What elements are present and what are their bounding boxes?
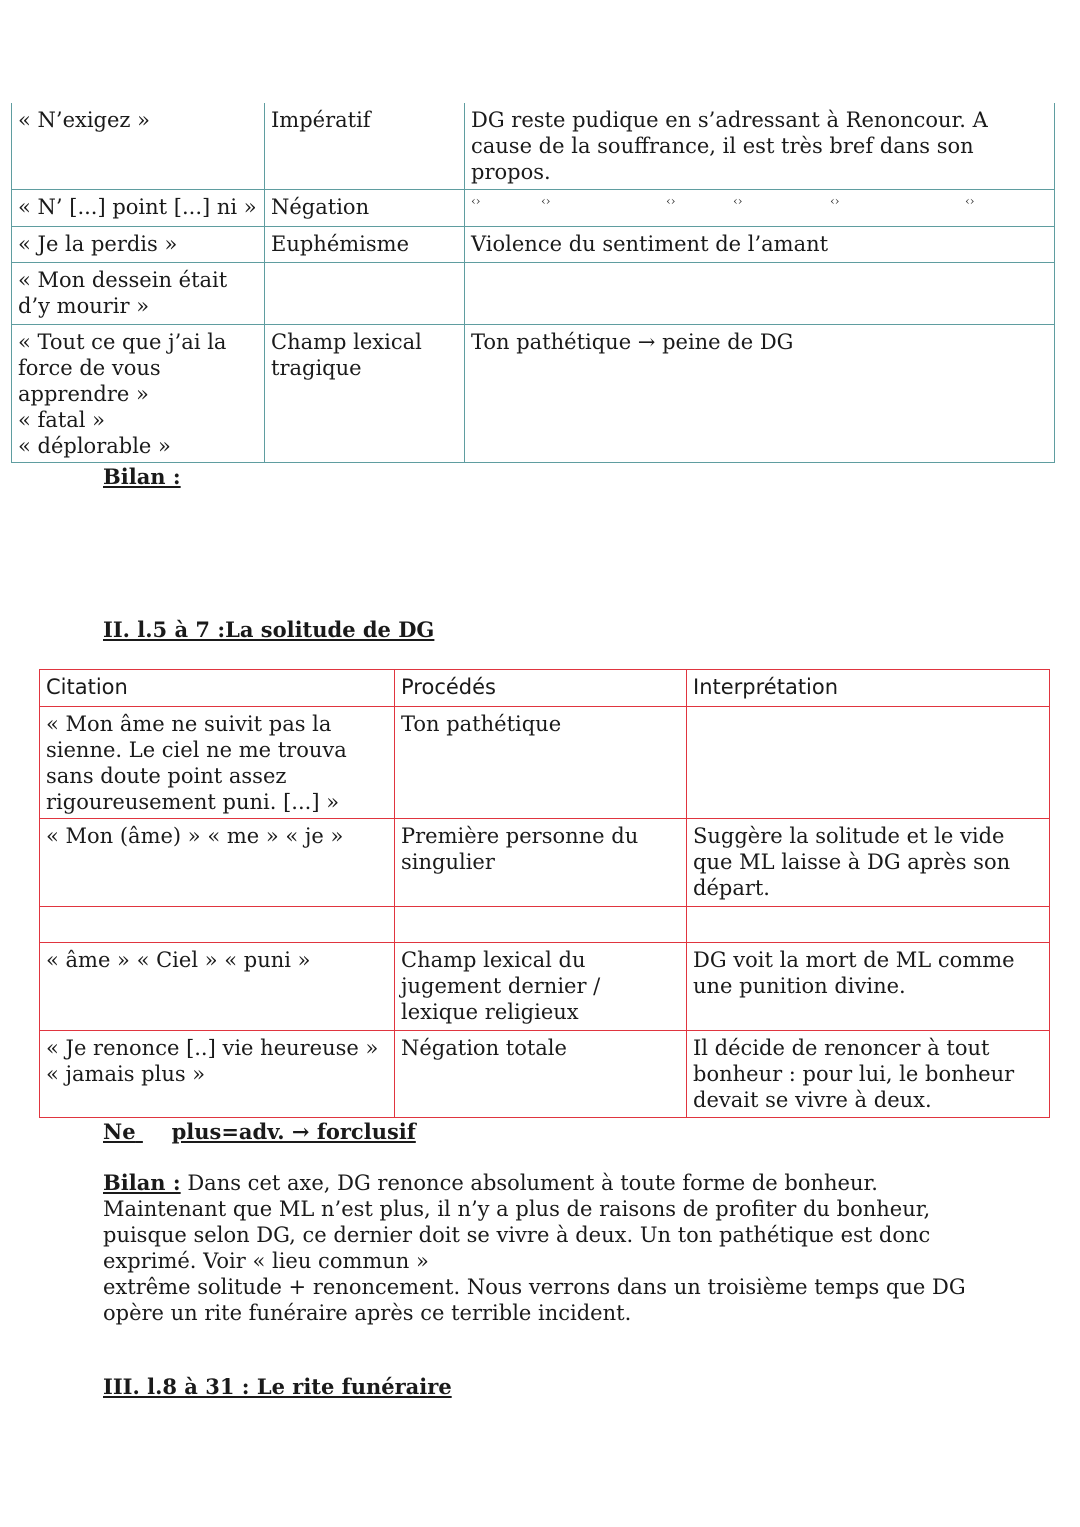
table-row bbox=[12, 324, 1055, 462]
interpretation-cell: Suggère la solitude et le vide que ML laisse à DG après son départ. bbox=[687, 819, 1050, 907]
interpretation-cell: Il décide de renoncer à tout bonheur : pour lui, le bonheur devait se vivre à deux. bbox=[687, 1031, 1050, 1118]
table-row bbox=[40, 907, 1050, 943]
bilan-label: Bilan : bbox=[103, 1170, 181, 1195]
table-row bbox=[12, 189, 1055, 226]
procede-cell: Champ lexical du jugement dernier / lexique religieux bbox=[395, 943, 687, 1031]
procede-cell bbox=[265, 262, 465, 324]
citation-cell: « Mon âme ne suivit pas la sienne. Le ciel ne me trouva sans doute point assez rigoureusement puni. [...] » bbox=[40, 707, 395, 819]
bilan-paragraph bbox=[103, 1170, 1003, 1326]
citation-cell: « Mon dessein était d’y mourir » bbox=[12, 262, 265, 324]
procede-cell: Ton pathétique bbox=[395, 707, 687, 819]
column-header-interpretation: Interprétation bbox=[687, 670, 1050, 707]
procede-cell: Impératif bbox=[265, 103, 465, 189]
bilan-label: Bilan : bbox=[103, 464, 181, 489]
table-row bbox=[40, 707, 1050, 819]
table-row bbox=[12, 226, 1055, 262]
interpretation-cell bbox=[687, 707, 1050, 819]
procede-cell: Négation totale bbox=[395, 1031, 687, 1118]
table-row bbox=[40, 1031, 1050, 1118]
bilan-text: Dans cet axe, DG renonce absolument à toute forme de bonheur. Maintenant que ML n’est plus, il n’y a plus de raisons de profiter du bonheur, puisque selon DG, ce dernier doit se vivre à deux. Un ton pathétique est donc exprimé. Voir « lieu commun » bbox=[103, 1171, 931, 1273]
note-gap bbox=[136, 1119, 172, 1145]
interpretation-cell bbox=[465, 189, 1055, 226]
forclusif-note bbox=[103, 1119, 416, 1145]
procede-cell: Première personne du singulier bbox=[395, 819, 687, 907]
citation-cell bbox=[40, 907, 395, 943]
citation-cell: « Je renonce [..] vie heureuse » « jamais plus » bbox=[40, 1031, 395, 1118]
interpretation-cell: Violence du sentiment de l’amant bbox=[465, 226, 1055, 262]
table-row bbox=[40, 943, 1050, 1031]
table-row bbox=[12, 262, 1055, 324]
analysis-table-1 bbox=[11, 103, 1055, 463]
column-header-citation: Citation bbox=[40, 670, 395, 707]
citation-cell: « Mon (âme) » « me » « je » bbox=[40, 819, 395, 907]
table-row bbox=[12, 103, 1055, 189]
interpretation-cell bbox=[465, 262, 1055, 324]
column-header-procedes: Procédés bbox=[395, 670, 687, 707]
section-3-title: III. l.8 à 31 : Le rite funéraire bbox=[103, 1374, 452, 1399]
interpretation-cell: DG reste pudique en s’adressant à Renoncour. A cause de la souffrance, il est très bref dans son propos. bbox=[465, 103, 1055, 189]
bilan-text-2: extrême solitude + renoncement. Nous verrons dans un troisième temps que DG opère un rite funéraire après ce terrible incident. bbox=[103, 1275, 966, 1325]
procede-cell: Négation bbox=[265, 189, 465, 226]
table-header-row bbox=[40, 670, 1050, 707]
citation-cell: « Tout ce que j’ai la force de vous apprendre » « fatal » « déplorable » bbox=[12, 324, 265, 462]
note-rest: plus=adv. → forclusif bbox=[171, 1119, 416, 1144]
section-2-title: II. l.5 à 7 :La solitude de DG bbox=[103, 617, 435, 642]
table-row bbox=[40, 819, 1050, 907]
stray-marks: ‹› ‹› ‹› ‹› ‹› ‹› bbox=[471, 193, 975, 208]
procede-cell bbox=[395, 907, 687, 943]
citation-cell: « N’exigez » bbox=[12, 103, 265, 189]
interpretation-cell: DG voit la mort de ML comme une punition divine. bbox=[687, 943, 1050, 1031]
procede-cell: Euphémisme bbox=[265, 226, 465, 262]
interpretation-cell: Ton pathétique → peine de DG bbox=[465, 324, 1055, 462]
citation-cell: « âme » « Ciel » « puni » bbox=[40, 943, 395, 1031]
citation-cell: « Je la perdis » bbox=[12, 226, 265, 262]
interpretation-cell bbox=[687, 907, 1050, 943]
analysis-table-2 bbox=[39, 669, 1050, 1118]
citation-cell: « N’ [...] point [...] ni » bbox=[12, 189, 265, 226]
procede-cell: Champ lexical tragique bbox=[265, 324, 465, 462]
note-ne: Ne bbox=[103, 1119, 136, 1144]
